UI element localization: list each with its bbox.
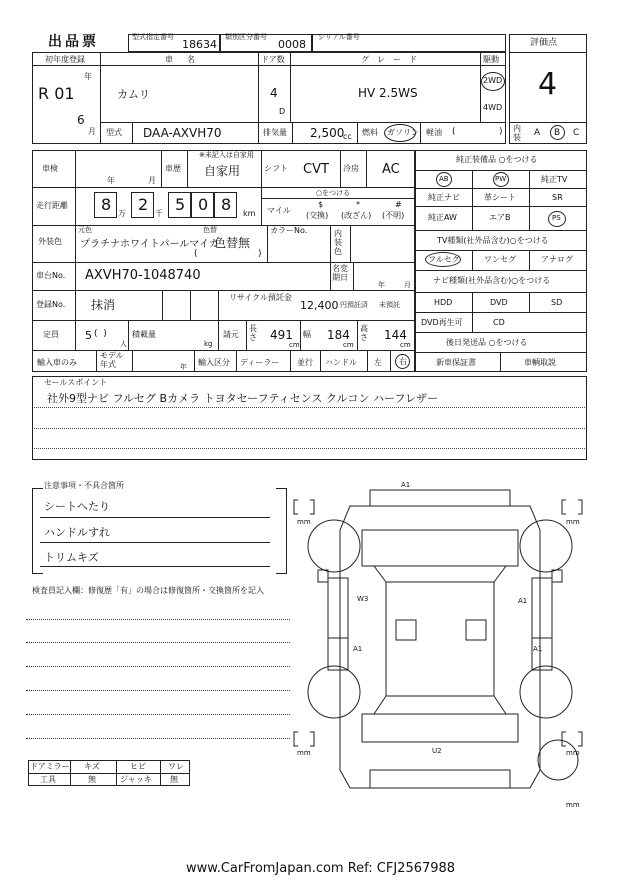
shaken-month: 月 bbox=[148, 176, 156, 185]
serial-no-label: シリアル番号 bbox=[318, 33, 360, 41]
number-label: 請元 bbox=[223, 330, 239, 339]
tv-oneseg: ワンセグ bbox=[484, 255, 516, 264]
recycle-unit: 円預託済 bbox=[340, 301, 368, 309]
model-no-value: 18634 bbox=[182, 38, 217, 51]
notes-label: 注意事項・不具合箇所 bbox=[44, 481, 124, 490]
mileage-sen: 千 bbox=[155, 209, 163, 218]
equip-navi: 純正ナビ bbox=[428, 193, 460, 202]
equip-aw: 純正AW bbox=[428, 213, 457, 222]
interior-label: 内装 bbox=[513, 124, 521, 142]
color-no-label: カラーNo. bbox=[270, 226, 308, 235]
mileage-digit-3: 5 bbox=[175, 195, 186, 214]
reg-value: 抹消 bbox=[91, 298, 116, 312]
shift-label: シフト bbox=[264, 164, 288, 173]
navi-title: ナビ種類(社外品含む)○をつける bbox=[433, 276, 551, 285]
mm-2: mm bbox=[566, 518, 580, 526]
handle-right: 右 bbox=[399, 357, 407, 366]
footer-ref: www.CarFromJapan.com Ref: CFJ2567988 bbox=[186, 861, 456, 876]
grade-value: HV 2.5WS bbox=[358, 86, 418, 100]
height-label: 高さ bbox=[360, 324, 368, 342]
mileage-man: 万 bbox=[118, 209, 126, 218]
color-change-label: 色替 bbox=[203, 226, 217, 234]
interior-c: C bbox=[573, 128, 580, 138]
first-reg-value: R 01 bbox=[38, 84, 75, 103]
score-value: 4 bbox=[538, 67, 558, 102]
orig-color-label: 元色 bbox=[78, 226, 92, 234]
dealer-label: ディーラー bbox=[240, 358, 280, 367]
interior-b: B bbox=[554, 128, 561, 138]
displacement-unit: cc bbox=[343, 132, 352, 141]
name-change-month: 月 bbox=[404, 281, 411, 289]
handle-left: 左 bbox=[374, 358, 382, 367]
mm-3: mm bbox=[297, 749, 311, 757]
chassis-label: 車台No. bbox=[36, 271, 66, 280]
mark-a1-left: A1 bbox=[353, 645, 363, 653]
model-no-label: 型式指定番号 bbox=[132, 33, 174, 41]
type-value: DAA-AXVH70 bbox=[143, 126, 222, 140]
navi-dvd-play: DVD再生可 bbox=[421, 318, 463, 327]
legend-h4: ワレ bbox=[168, 762, 184, 771]
parallel-label: 並行 bbox=[297, 358, 313, 367]
width-unit: cm bbox=[343, 341, 354, 349]
interior-a: A bbox=[534, 128, 541, 138]
sales-label: セールスポイント bbox=[44, 378, 108, 387]
drive-4wd: 4WD bbox=[483, 103, 503, 112]
color-change-value: 色替無 bbox=[214, 236, 251, 250]
name-change-label: 名変期日 bbox=[332, 264, 348, 282]
chassis-value: AXVH70-1048740 bbox=[85, 268, 201, 283]
length-label: 長さ bbox=[249, 324, 257, 342]
equip-airb: エアB bbox=[489, 213, 511, 222]
note-item-2: ハンドルすれ bbox=[44, 526, 110, 539]
tv-fullseg: フルセグ bbox=[428, 255, 460, 264]
capacity-value: 5 bbox=[85, 329, 92, 342]
import-label: 輸入車のみ bbox=[37, 358, 77, 367]
shift-value: CVT bbox=[303, 162, 329, 177]
shaken-year: 年 bbox=[107, 176, 115, 185]
meter-opt2-sym: * bbox=[356, 200, 360, 209]
fuel-label: 燃料 bbox=[362, 128, 378, 137]
aircon-label: 冷房 bbox=[343, 164, 359, 173]
doors-label: ドア数 bbox=[261, 55, 285, 64]
drive-2wd: 2WD bbox=[483, 76, 503, 85]
load-label: 積載量 bbox=[132, 330, 156, 339]
mm-1: mm bbox=[297, 518, 311, 526]
capacity-label: 定員 bbox=[43, 330, 59, 339]
legend-h3: ヒビ bbox=[130, 762, 146, 771]
color-label: 外装色 bbox=[38, 237, 62, 246]
mm-4: mm bbox=[566, 749, 580, 757]
car-name-value: カムリ bbox=[117, 88, 150, 101]
docs-warranty: 新車保証書 bbox=[436, 358, 476, 367]
legend-h1: ドアミラー bbox=[30, 762, 70, 771]
height-unit: cm bbox=[400, 341, 411, 349]
fuel-diesel: 軽油 bbox=[426, 128, 442, 137]
score-label: 評価点 bbox=[530, 38, 558, 48]
import-type-label: 輸入区分 bbox=[198, 358, 230, 367]
mark-w3: W3 bbox=[357, 595, 369, 603]
first-reg-label: 初年度登録 bbox=[45, 55, 85, 64]
navi-hdd: HDD bbox=[434, 298, 453, 307]
model-year-label: モデル年式 bbox=[100, 351, 124, 369]
first-reg-month-unit: 月 bbox=[88, 127, 96, 136]
drive-label: 駆動 bbox=[483, 55, 499, 64]
recycle-value: 12,400 bbox=[300, 299, 339, 312]
equip-leather: 革シート bbox=[484, 193, 516, 202]
mileage-digit-4: 0 bbox=[198, 195, 209, 214]
mileage-km: km bbox=[243, 209, 256, 218]
legend-v1: 工具 bbox=[40, 775, 56, 784]
doors-d: D bbox=[279, 107, 286, 116]
category-no-label: 類別区分番号 bbox=[225, 33, 267, 41]
legend-v4: 無 bbox=[170, 775, 178, 784]
history-note: ※未記入は自家用 bbox=[199, 151, 254, 159]
mileage-digit-5: 8 bbox=[221, 195, 232, 214]
docs-title: 後日発送品 ○をつける bbox=[446, 338, 528, 347]
car-damage-diagram bbox=[290, 470, 600, 810]
mm-5: mm bbox=[566, 801, 580, 809]
history-value: 自家用 bbox=[204, 164, 241, 178]
width-label: 幅 bbox=[303, 330, 311, 339]
doors-value: 4 bbox=[270, 86, 278, 100]
equip-title: 純正装備品 ○をつける bbox=[456, 155, 538, 164]
width-value: 184 bbox=[327, 328, 350, 342]
shaken-label: 車検 bbox=[42, 164, 58, 173]
first-reg-month: 6 bbox=[77, 113, 85, 127]
tv-title: TV種類(社外品含む)○をつける bbox=[437, 236, 549, 245]
handle-label: ハンドル bbox=[325, 358, 357, 367]
mark-a1-right: A1 bbox=[518, 597, 528, 605]
tv-analog: アナログ bbox=[541, 255, 573, 264]
meter-note: ○をつける bbox=[316, 189, 351, 197]
mileage-label: 走行距離 bbox=[36, 201, 68, 210]
note-item-1: シートへたり bbox=[44, 500, 110, 513]
history-label: 車歴 bbox=[165, 164, 181, 173]
category-no-value: 0008 bbox=[278, 38, 306, 51]
equip-ab: AB bbox=[439, 175, 449, 183]
displacement-value: 2,500 bbox=[310, 126, 345, 140]
displacement-label: 排気量 bbox=[263, 128, 287, 137]
height-value: 144 bbox=[384, 328, 407, 342]
mark-u2: U2 bbox=[432, 747, 442, 755]
sales-text: 社外9型ナビ フルセグ Bカメラ トヨタセーフティセンス クルコン ハーフレザー bbox=[47, 392, 439, 405]
model-year-unit: 年 bbox=[180, 363, 187, 371]
length-unit: cm bbox=[289, 341, 300, 349]
reg-label: 登録No. bbox=[36, 300, 66, 309]
mark-a1-rear-right: A1 bbox=[533, 645, 543, 653]
length-value: 491 bbox=[270, 328, 293, 342]
recycle-label: リサイクル預託金 bbox=[229, 293, 292, 302]
car-name-label: 車名 bbox=[165, 55, 209, 64]
meter-opt2: (改ざん) bbox=[341, 211, 372, 220]
orig-color-value: プラチナホワイトパールマイカ bbox=[80, 239, 219, 250]
legend-v2: 無 bbox=[88, 775, 96, 784]
mileage-digit-1: 8 bbox=[101, 195, 112, 214]
meter-opt1: (交換) bbox=[306, 211, 329, 220]
page-title: 出品票 bbox=[48, 34, 99, 50]
grade-label: グレード bbox=[361, 55, 425, 64]
first-reg-year-unit: 年 bbox=[84, 72, 92, 81]
aircon-value: AC bbox=[382, 162, 400, 177]
navi-dvd: DVD bbox=[490, 298, 508, 307]
navi-cd: CD bbox=[493, 318, 505, 327]
meter-opt3: (不明) bbox=[382, 211, 405, 220]
interior-color-label: 内装色 bbox=[334, 229, 342, 256]
legend-h2: キズ bbox=[84, 762, 100, 771]
mark-top: A1 bbox=[401, 481, 411, 489]
capacity-unit: 人 bbox=[120, 340, 127, 348]
docs-manual: 車輌取説 bbox=[524, 358, 556, 367]
name-change-year: 年 bbox=[378, 281, 385, 289]
equip-sr: SR bbox=[552, 193, 563, 202]
recycle-none: 未預託 bbox=[379, 301, 400, 309]
mileage-digit-2: 2 bbox=[138, 195, 149, 214]
equip-pw: PW bbox=[495, 175, 507, 183]
load-unit: kg bbox=[204, 340, 213, 348]
fuel-gas: ガソリン bbox=[387, 128, 419, 137]
meter-label: マイル bbox=[267, 206, 291, 215]
equip-tv: 純正TV bbox=[541, 175, 568, 184]
meter-opt3-sym: # bbox=[395, 200, 402, 209]
note-item-3: トリムキズ bbox=[44, 551, 99, 564]
navi-sd: SD bbox=[551, 298, 563, 307]
inspector-label: 検査員記入欄：修復歴「有」の場合は修復箇所・交換箇所を記入 bbox=[32, 586, 264, 595]
equip-ps: PS bbox=[552, 214, 561, 222]
meter-opt1-sym: $ bbox=[318, 200, 324, 209]
legend-v3: ジャッキ bbox=[120, 775, 152, 784]
type-label: 型式 bbox=[106, 128, 122, 137]
